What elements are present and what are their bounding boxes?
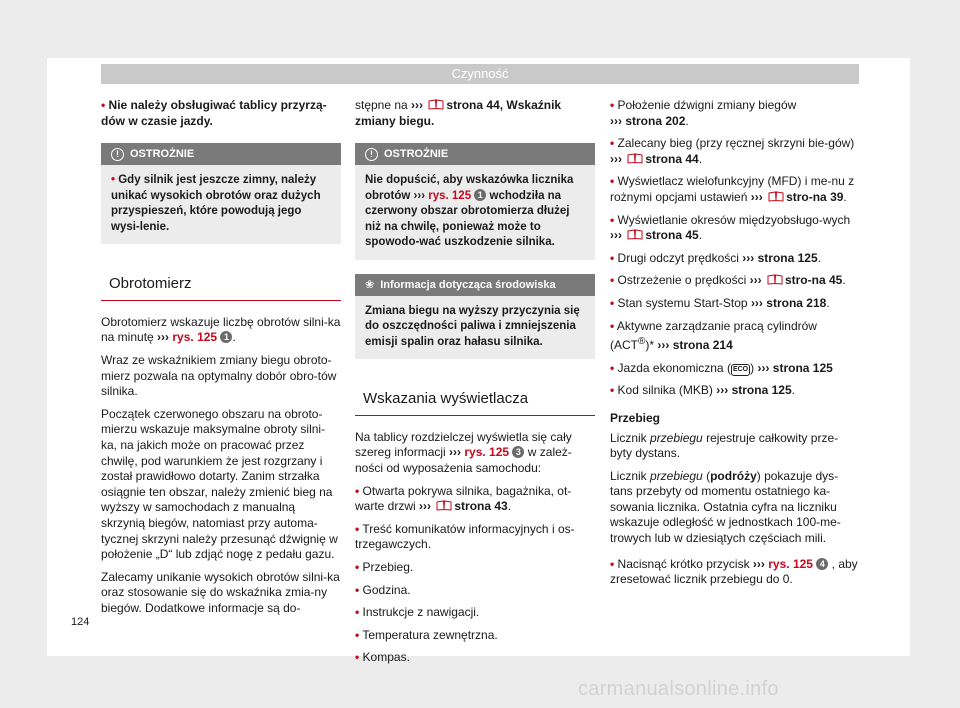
page-link[interactable]: strona 44: [645, 151, 699, 166]
callout-number: 1: [220, 331, 232, 343]
environment-box: [355, 274, 595, 360]
list-item: • Nie należy obsługiwać tablicy przyrzą-dów w czasie jazdy.: [101, 98, 327, 128]
book-icon: [627, 153, 643, 164]
eco-icon: ECO: [731, 364, 750, 376]
environment-body: Zmiana biegu na wyższy przyczynia się do oszczędności paliwa i zmniejszenia emisji spalin oraz hałasu silnika.: [365, 304, 580, 348]
page-link[interactable]: stro-na 39: [786, 189, 844, 204]
list-item: • Nacisnąć krótko przycisk ››› rys. 125 4 , aby zresetować licznik przebiegu do 0.: [610, 556, 858, 587]
list-item: • Godzina.: [355, 582, 411, 597]
tree-icon: ❀: [365, 278, 375, 291]
info-icon: !: [111, 148, 124, 161]
list-item: • Treść komunikatów informacyjnych i os-trzegawczych.: [355, 521, 575, 552]
callout-number: 4: [816, 558, 828, 570]
watermark: carmanualsonline.info: [578, 678, 779, 700]
chapter-header: Czynność: [101, 64, 859, 84]
paragraph: Zalecamy unikanie wysokich obrotów silni-ka oraz stosowanie się do wskaźnika zmia-ny biegów. Dodatkowe informacje są do-: [101, 569, 340, 615]
list-item: • Zalecany bieg (przy ręcznej skrzyni bie-gów) ››› strona 44.: [610, 136, 855, 166]
list-item: • Kompas.: [355, 650, 410, 665]
figure-link[interactable]: rys. 125: [768, 556, 813, 571]
arrow-icon: ›››: [449, 445, 462, 460]
paragraph: Obrotomierz wskazuje liczbę obrotów silni-ka na minutę ››› rys. 125 1 .: [101, 314, 341, 345]
section-title: Obrotomierz: [101, 266, 341, 301]
paragraph: Licznik przebiegu rejestruje całkowity prze-byty dystans.: [610, 430, 839, 461]
paragraph: stępne na ››› strona 44, Wskaźnik zmiany biegu.: [355, 98, 562, 128]
page-link[interactable]: strona 202: [625, 113, 686, 128]
environment-header: ❀ Informacja dotycząca środowiska: [355, 274, 595, 296]
list-item: • Przebieg.: [355, 559, 414, 574]
page-link[interactable]: stro-na 45: [784, 273, 843, 288]
figure-link[interactable]: rys. 125: [172, 330, 218, 345]
book-icon: [768, 191, 784, 202]
column-3: [610, 98, 858, 595]
page-link[interactable]: strona 125: [757, 250, 818, 265]
book-icon: [428, 99, 444, 110]
list-item: • Aktywne zarządzanie pracą cylindrów (ACT®)* ››› strona 214: [610, 318, 817, 353]
arrow-icon: ›››: [411, 98, 424, 112]
paragraph: Wraz ze wskaźnikiem zmiany biegu obroto-mierz pozwala na optymalny dobór obro-tów silnika.: [101, 352, 337, 399]
list-item: • Otwarta pokrywa silnika, bagażnika, ot-warte drzwi ››› strona 43.: [355, 483, 572, 514]
paragraph: Licznik przebiegu (podróży) pokazuje dys-tans przebyty od momentu ostatniego ka-sowania licznika. Ostatnia cyfra na liczniku wskazuje odległość w jednostkach 100-me-trowych lub w dziesiątych częściach mili.: [610, 468, 841, 546]
page-number: 124: [71, 616, 90, 628]
caution-body: • Gdy silnik jest jeszcze zimny, należy unikać wysokich obrotów oraz dużych przyspieszeń, które powodują jego wysi-lenie.: [111, 174, 321, 233]
callout-number: 3: [512, 446, 524, 458]
book-icon: [767, 274, 783, 285]
page-link[interactable]: strona 218: [766, 295, 827, 310]
page-link[interactable]: strona 125: [772, 360, 833, 375]
list-item: • Drugi odczyt prędkości ››› strona 125.: [610, 250, 821, 265]
list-item: • Jazda ekonomiczna ( ECO ) ››› strona 125: [610, 360, 833, 375]
list-item: • Wyświetlacz wielofunkcyjny (MFD) i me-nu z rożnymi opcjami ustawień ››› stro-na 39.: [610, 174, 855, 204]
figure-link[interactable]: rys. 125: [428, 189, 472, 202]
list-item: • Instrukcje z nawigacji.: [355, 605, 480, 620]
page-link[interactable]: strona 43: [454, 499, 508, 514]
caution-header: ! OSTROŻNIE: [101, 143, 341, 165]
book-icon: [627, 229, 643, 240]
caution-box: [101, 143, 341, 244]
subsection-title: Przebieg: [610, 410, 661, 425]
arrow-icon: ›››: [157, 330, 170, 345]
paragraph: Na tablicy rozdzielczej wyświetla się cały szereg informacji ››› rys. 125 3 w zależ-ności od wyposażenia samochodu:: [355, 429, 572, 475]
list-item: • Ostrzeżenie o prędkości ››› stro-na 45.: [610, 273, 846, 288]
list-item: • Położenie dźwigni zmiany biegów ››› strona 202.: [610, 98, 797, 128]
caution-body: Nie dopuścić, aby wskazówka licznika obrotów ››› rys. 125 1 wchodziła na czerwony obszar obrotomierza dłużej niż na chwilę, ponieważ może to spowodo-wać uszkodzenie silnika.: [365, 174, 574, 249]
page-link[interactable]: strona 44, Wskaźnik zmiany biegu: [355, 98, 562, 128]
list-item: • Wyświetlanie okresów międzyobsługo-wych ››› strona 45.: [610, 212, 851, 243]
callout-number: 1: [474, 189, 486, 201]
page-link[interactable]: strona 45: [645, 228, 699, 243]
section-title: Wskazania wyświetlacza: [355, 381, 595, 416]
caution-box: [355, 143, 595, 260]
book-icon: [436, 500, 452, 511]
figure-link[interactable]: rys. 125: [464, 445, 510, 460]
list-item: • Temperatura zewnętrzna.: [355, 627, 498, 642]
list-item: • Kod silnika (MKB) ››› strona 125.: [610, 383, 795, 398]
page-link[interactable]: strona 125: [731, 383, 792, 398]
column-1: [101, 98, 341, 623]
column-2: [355, 98, 595, 673]
page-link[interactable]: strona 214: [672, 338, 733, 353]
paragraph: Początek czerwonego obszaru na obroto-mierzu wskazuje maksymalne obroty silni-ka, na jakich może on pracować przez chwilę, pod warunkiem że jest rozgrzany i został prawidłowo dotarty. Zanim strzałka osiągnie ten obszar, należy zmienić bieg na wyższy w samochodach z manualną skrzynią biegów, natomiast przy automa-tycznej skrzyni należy przesunąć dźwignię w położenie „D“ lub zdjąć nogę z pedału gazu.: [101, 406, 338, 562]
info-icon: !: [365, 148, 378, 161]
list-item: • Stan systemu Start-Stop ››› strona 218.: [610, 295, 830, 310]
caution-header: ! OSTROŻNIE: [355, 143, 595, 165]
